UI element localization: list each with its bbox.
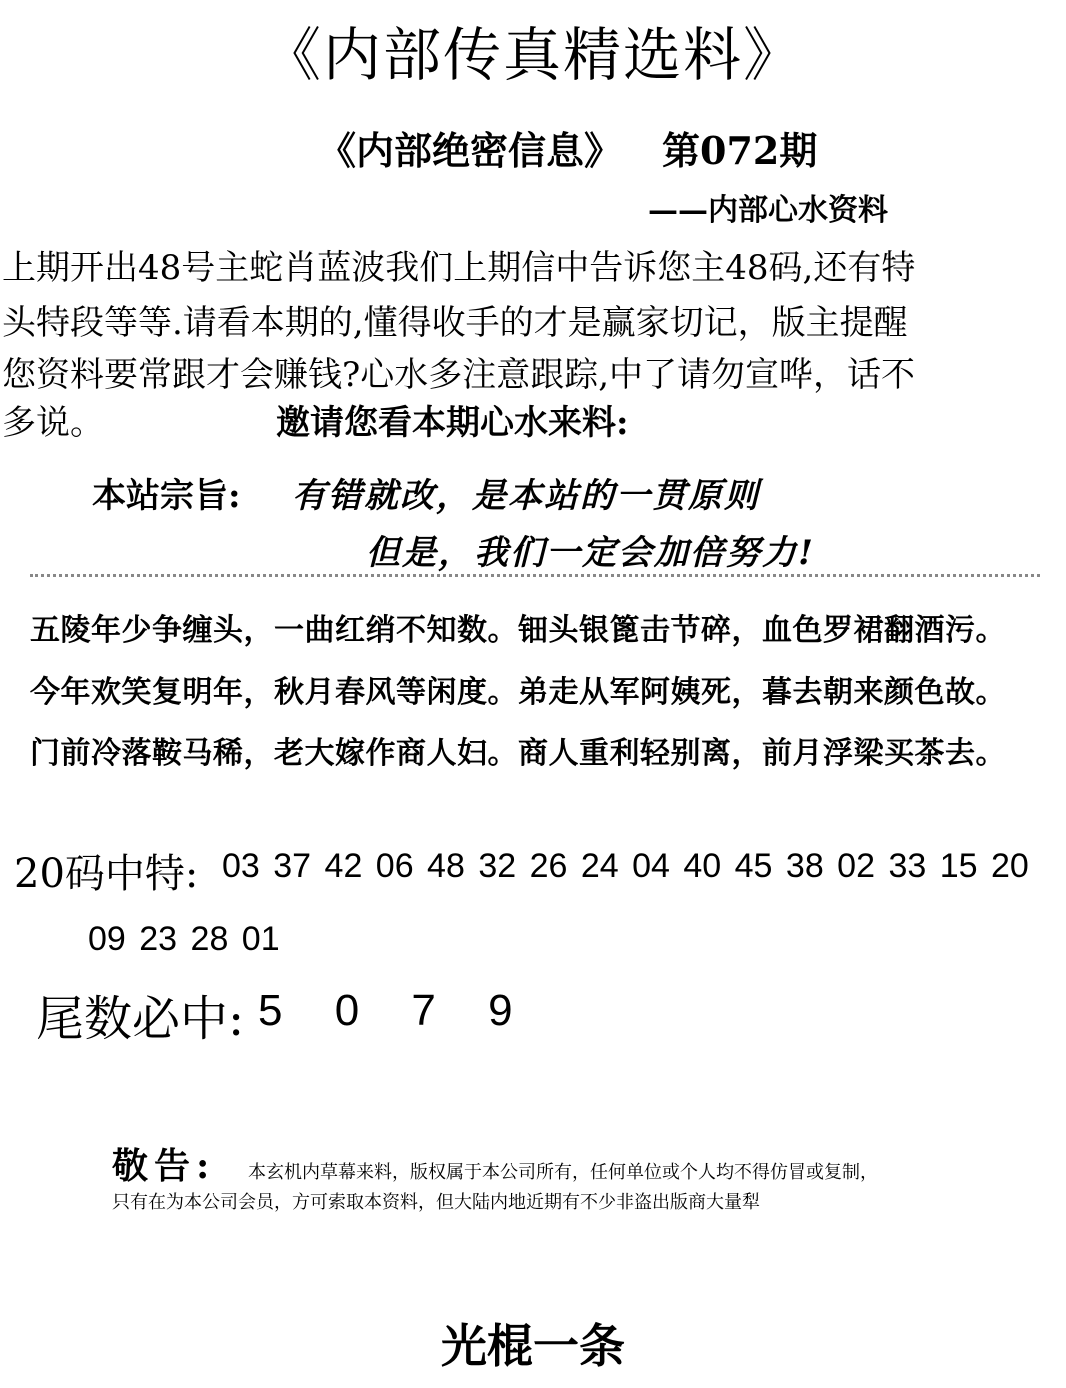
intro-line-4: 多说。 [2, 403, 104, 443]
footer-text: 光棍一条 [441, 1319, 625, 1373]
intro-line-1: 上期开出48号主蛇肖蓝波我们上期信中告诉您主48码,还有特 [2, 248, 916, 288]
invite-text: 邀请您看本期心水来料: [276, 403, 629, 443]
poem-line-2: 今年欢笑复明年，秋月春风等闲度。弟走从军阿姨死，暮去朝来颜色故。 [30, 675, 1006, 710]
issue-number: 第072期 [662, 128, 818, 173]
notice-line-1: 本玄机内草幕来料，版权属于本公司所有，任何单位或个人均不得仿冒或复制， [248, 1162, 878, 1183]
divider [30, 574, 1040, 581]
tail-numbers-label: 尾数必中: [36, 991, 245, 1047]
page-title: 《内部传真精选料》 [262, 21, 803, 89]
poem-line-1: 五陵年少争缠头，一曲红绡不知数。钿头银篦击节碎，血色罗裙翻酒污。 [30, 613, 1006, 648]
special-numbers-line-1: 03 37 42 06 48 32 26 24 04 40 45 38 02 33 15 20 [222, 847, 1029, 885]
special-numbers-line-2: 09 23 28 01 [88, 920, 280, 958]
source-label: ——内部心水资料 [648, 193, 888, 228]
intro-line-3: 您资料要常跟才会赚钱?心水多注意跟踪,中了请勿宣哗，话不 [2, 355, 916, 395]
special-numbers-label: 20码中特: [14, 851, 199, 897]
motto-line-2: 但是，我们一定会加倍努力! [366, 533, 815, 573]
notice-label: 敬告: [112, 1145, 216, 1187]
poem-line-3: 门前冷落鞍马稀，老大嫁作商人妇。商人重利轻别离，前月浮梁买茶去。 [30, 736, 1006, 771]
motto-line-1: 有错就改，是本站的一贯原则 [292, 476, 760, 516]
notice-line-2: 只有在为本公司会员，方可索取本资料，但大陆内地近期有不少非盗出版商大量犁 [112, 1192, 760, 1213]
subtitle: 《内部绝密信息》 [318, 128, 623, 173]
motto-label: 本站宗旨: [92, 476, 241, 516]
tail-numbers: 5 0 7 9 [258, 986, 519, 1035]
intro-line-2: 头特段等等.请看本期的,懂得收手的才是赢家切记，版主提醒 [2, 303, 908, 343]
